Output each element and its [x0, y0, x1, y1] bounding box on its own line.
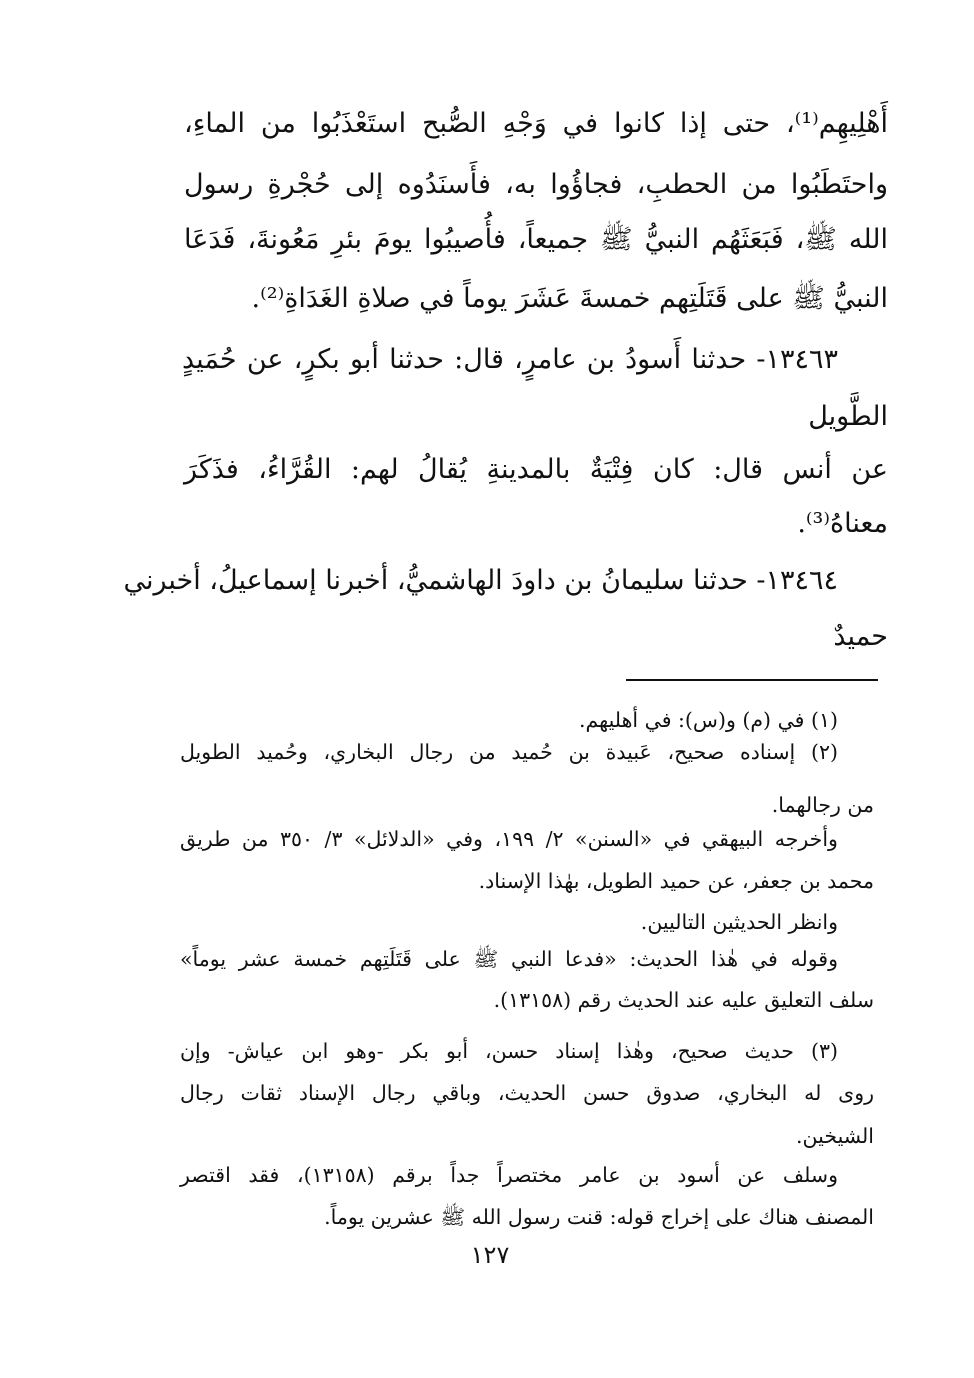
footnote-line-13: المصنف هناك على إخراج قوله: قنت رسول الله ﷺ عشرين يوماً.: [324, 1205, 874, 1229]
footnote-line-11: الشيخين.: [796, 1124, 874, 1148]
footnote-line-12: وسلف عن أسود بن عامر مختصراً جداً برقم (١٣١٥٨)، فقد اقتصر: [180, 1163, 838, 1187]
main-line-7: عن أنس قال: كان فِتْيَةٌ بالمدينةِ يُقالُ لهم: القُرَّاءُ، فذَكَرَ: [184, 454, 888, 485]
page-number: ١٢٧: [470, 1241, 510, 1269]
footnote-line-10: روى له البخاري، صدوق حسن الحديث، وباقي رجال الإسناد ثقات رجال: [180, 1081, 874, 1105]
main-line-2: واحتَطَبُوا من الحطبِ، فجاؤُوا به، فأَسنَدُوه إلى حُجْرةِ رسول: [184, 169, 888, 200]
footnote-line-5: محمد بن جعفر، عن حميد الطويل، بهٰذا الإسناد.: [478, 869, 874, 893]
footnote-divider: [626, 679, 878, 681]
footnote-line-8: سلف التعليق عليه عند الحديث رقم (١٣١٥٨).: [493, 988, 874, 1012]
main-line-1: أَهْلِيهِم⁽¹⁾، حتى إذا كانوا في وَجْهِ الصُّبح استَعْذَبُوا من الماءِ،: [184, 108, 888, 139]
main-line-4: النبيُّ ﷺ على قَتَلَتِهم خمسةَ عَشَرَ يوماً في صلاةِ الغَدَاةِ⁽²⁾.: [251, 283, 888, 314]
footnote-3: (٣) حديث صحيح، وهٰذا إسناد حسن، أبو بكر -وهو ابن عياش- وإن: [180, 1039, 838, 1063]
footnote-line-6: وانظر الحديثين التاليين.: [640, 910, 838, 934]
footnote-line-7: وقوله في هٰذا الحديث: «فدعا النبي ﷺ على قَتَلَتِهم خمسة عشر يوماً»: [180, 947, 838, 971]
main-line-3: الله ﷺ، فَبَعَثَهُم النبيُّ ﷺ جميعاً، فأُصيبُوا يومَ بئرِ مَعُونةَ، فَدَعَا: [184, 224, 888, 255]
footnote-line-4: وأخرجه البيهقي في «السنن» ٢/ ١٩٩، وفي «الدلائل» ٣/ ٣٥٠ من طريق: [180, 827, 838, 851]
hadith-13464-chain: ١٣٤٦٤- حدثنا سليمانُ بن داودَ الهاشميُّ، أخبرنا إسماعيلُ، أخبرني: [123, 565, 838, 596]
main-line-10: حميدٌ: [833, 621, 888, 652]
main-line-8: معناهُ⁽³⁾.: [797, 508, 888, 539]
footnote-line-3: من رجالهما.: [771, 793, 874, 817]
footnote-2: (٢) إسناده صحيح، عَبيدة بن حُميد من رجال البخاري، وحُميد الطويل: [180, 740, 838, 764]
footnote-1: (١) في (م) و(س): في أهليهم.: [579, 708, 838, 732]
main-line-6: الطَّويل: [808, 401, 888, 432]
hadith-13463-chain: ١٣٤٦٣- حدثنا أَسودُ بن عامرٍ، قال: حدثنا أبو بكرٍ، عن حُمَيدٍ: [182, 344, 838, 375]
